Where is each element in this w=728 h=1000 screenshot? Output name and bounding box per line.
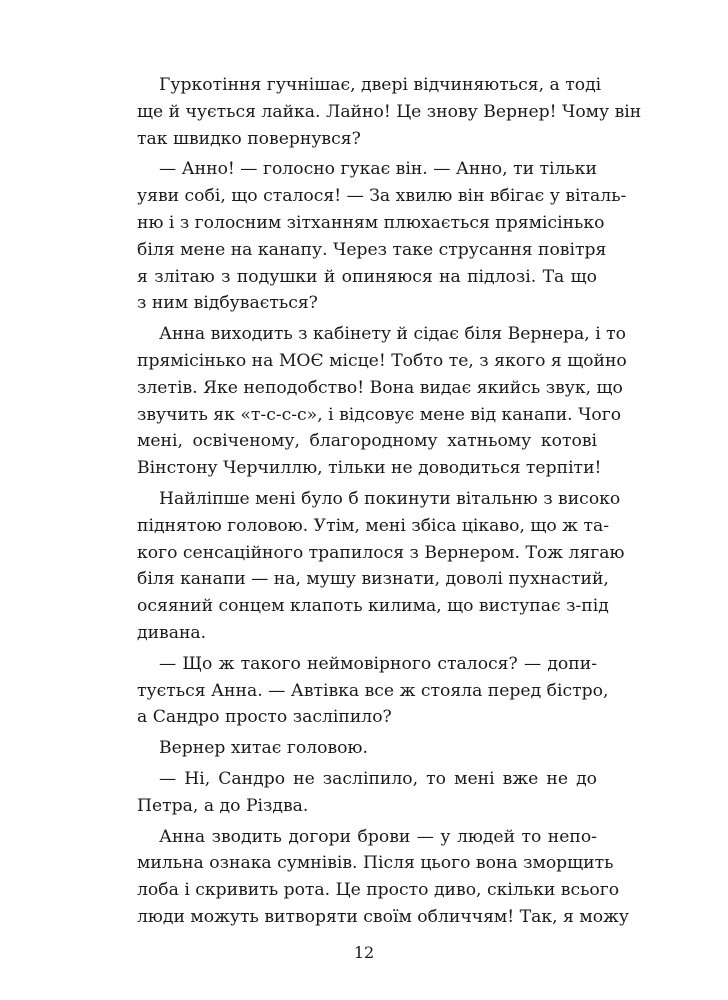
paragraph bbox=[137, 651, 609, 731]
paragraph bbox=[137, 486, 625, 647]
text-line: я злітаю з подушки й опиняюся на підлозі. Та що bbox=[137, 266, 597, 287]
text-line: Вернер хитає головою. bbox=[159, 738, 368, 759]
text-line: Гуркотіння гучнішає, двері відчиняються, а тоді bbox=[159, 75, 602, 95]
text-line: лоба і скривить рота. Це просто диво, скільки всього bbox=[137, 880, 620, 901]
paragraph bbox=[137, 766, 597, 820]
paragraph bbox=[137, 72, 642, 152]
paragraph bbox=[137, 156, 627, 317]
paragraph bbox=[137, 321, 627, 482]
text-line: так швидко повернувся? bbox=[137, 128, 361, 149]
text-line: Анна зводить догори брови — у людей то непо- bbox=[159, 826, 597, 847]
text-line: ню і з голосним зітханням плюхається прямісінько bbox=[137, 212, 605, 233]
text-line: мильна ознака сумнівів. Після цього вона зморщить bbox=[137, 853, 614, 874]
paragraph bbox=[137, 735, 597, 762]
text-line: а Сандро просто засліпило? bbox=[137, 707, 392, 728]
text-line: з ним відбувається? bbox=[137, 293, 318, 314]
text-line: Анна виходить з кабінету й сідає біля Вернера, і то bbox=[159, 324, 627, 345]
page-body-text bbox=[137, 72, 642, 931]
text-line: — Що ж такого неймовірного сталося? — допи- bbox=[159, 653, 597, 674]
paragraph bbox=[137, 824, 629, 931]
text-line: Найліпше мені було б покинути вітальню з високо bbox=[159, 488, 621, 509]
text-line: прямісінько на МОЄ місце! Тобто те, з якого я щойно bbox=[137, 350, 627, 371]
text-line: піднятою головою. Утім, мені збіса цікаво, що ж та- bbox=[137, 515, 610, 536]
text-line: мені, освіченому, благородному хатньому котові bbox=[137, 431, 597, 452]
text-line: кого сенсаційного трапилося з Вернером. Тож лягаю bbox=[137, 542, 625, 563]
text-line: тується Анна. — Автівка все ж стояла перед бістро, bbox=[137, 680, 609, 701]
text-line: ще й чується лайка. Лайно! Це знову Вернер! Чому він bbox=[137, 101, 642, 122]
text-line: осяяний сонцем клапоть килима, що виступає з-під bbox=[137, 596, 609, 617]
text-line: дивана. bbox=[137, 622, 207, 643]
text-line: біля мене на канапу. Через таке струсання повітря bbox=[137, 239, 607, 260]
text-line: біля канапи — на, мушу визнати, доволі пухнастий, bbox=[137, 569, 609, 590]
page-number: 12 bbox=[353, 943, 375, 962]
text-line: звучить як «т-с-с-с», і відсовує мене від канапи. Чого bbox=[137, 404, 622, 425]
text-line: — Анно! — голосно гукає він. — Анно, ти тільки bbox=[159, 159, 597, 180]
text-line: Петра, а до Різдва. bbox=[137, 795, 309, 816]
text-line: люди можуть витворяти своїм обличчям! Так, я можу bbox=[137, 906, 629, 927]
text-line: Вінстону Черчиллю, тільки не доводиться терпіти! bbox=[137, 458, 602, 479]
text-line: — Ні, Сандро не засліпило, то мені вже не до bbox=[159, 768, 597, 789]
text-line: уяви собі, що сталося! — За хвилю він вбігає у віталь- bbox=[137, 186, 627, 207]
text-line: злетів. Яке неподобство! Вона видає якийсь звук, що bbox=[137, 377, 623, 398]
